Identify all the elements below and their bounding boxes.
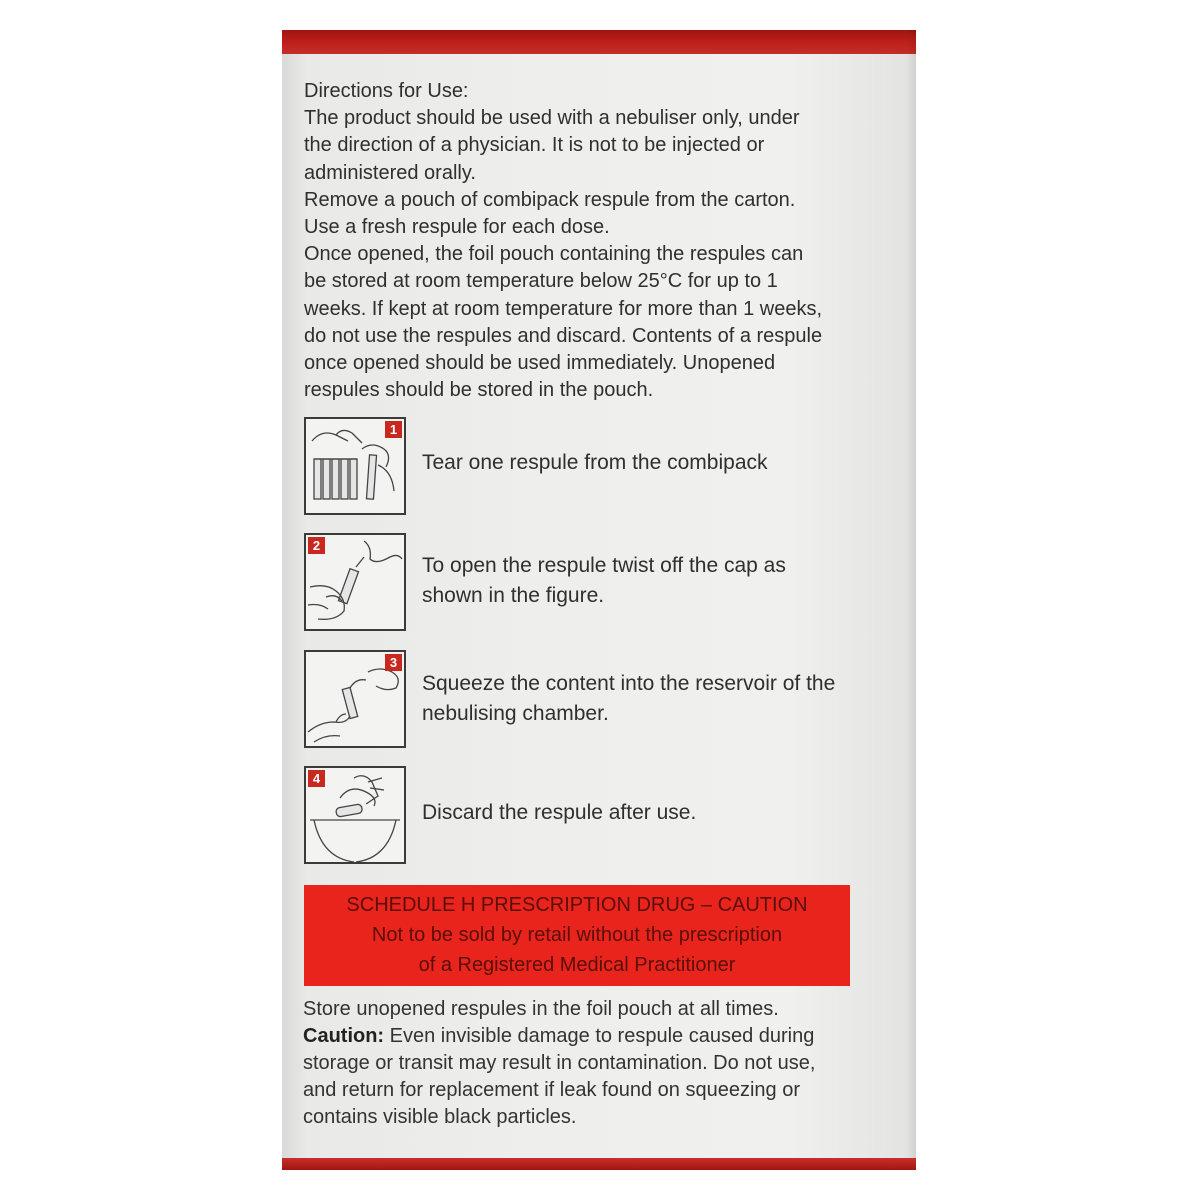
storage-line: Store unopened respules in the foil pouch at all times. [303, 998, 779, 1020]
directions-line: do not use the respules and discard. Contents of a respule [304, 324, 823, 347]
directions-line: the direction of a physician. It is not to be injected or [304, 134, 765, 157]
directions-heading: Directions for Use: [304, 80, 469, 102]
step-1-text [422, 448, 902, 478]
caution-line [303, 1023, 903, 1050]
step-1-number: 1 [385, 421, 402, 438]
step-3-line: nebulising chamber. [422, 702, 609, 725]
schedule-h-warning-box [304, 885, 850, 986]
carton-edge-shadow [906, 30, 916, 1170]
carton-red-bottom-band [282, 1158, 916, 1170]
directions-line: Remove a pouch of combipack respule from the carton. [304, 188, 796, 211]
carton-panel [282, 30, 916, 1170]
step-4-text [422, 798, 902, 828]
step-2-number: 2 [308, 537, 325, 554]
carton-red-top-band [282, 30, 916, 54]
twist-cap-illustration [304, 533, 406, 631]
storage-line: storage or transit may result in contamination. Do not use, [303, 1052, 816, 1074]
step-2-line: To open the respule twist off the cap as [422, 554, 786, 577]
discard-respule-illustration [304, 766, 406, 864]
directions-line: respules should be stored in the pouch. [304, 379, 654, 402]
directions-for-use [304, 78, 904, 404]
step-3-line: Squeeze the content into the reservoir of the [422, 672, 836, 695]
directions-line: Use a fresh respule for each dose. [304, 216, 610, 239]
directions-line: administered orally. [304, 161, 476, 184]
schedule-h-line: of a Registered Medical Practitioner [418, 954, 736, 976]
directions-line: once opened should be used immediately. Unopened [304, 352, 776, 375]
step-3-text [422, 669, 902, 729]
directions-line: be stored at room temperature below 25°C for up to 1 [304, 270, 778, 293]
caution-label: Caution: [303, 1025, 385, 1047]
schedule-h-line: Not to be sold by retail without the prescription [371, 924, 783, 946]
directions-line: The product should be used with a nebuliser only, under [304, 107, 800, 130]
step-4-number: 4 [308, 770, 325, 787]
squeeze-respule-illustration [304, 650, 406, 748]
schedule-h-heading: SCHEDULE H PRESCRIPTION DRUG – CAUTION [346, 894, 808, 916]
step-4-line: Discard the respule after use. [422, 801, 697, 824]
caution-text: Even invisible damage to respule caused during [384, 1025, 815, 1047]
step-3-number: 3 [385, 654, 402, 671]
step-2-text [422, 551, 902, 611]
step-2-line: shown in the figure. [422, 584, 605, 607]
step-1-line: Tear one respule from the combipack [422, 451, 768, 474]
storage-line: and return for replacement if leak found on squeezing or [303, 1079, 800, 1101]
directions-line: Once opened, the foil pouch containing the respules can [304, 243, 804, 266]
tear-respule-illustration [304, 417, 406, 515]
directions-line: weeks. If kept at room temperature for more than 1 weeks, [304, 297, 823, 320]
storage-caution-text [303, 996, 903, 1131]
storage-line: contains visible black particles. [303, 1106, 577, 1128]
